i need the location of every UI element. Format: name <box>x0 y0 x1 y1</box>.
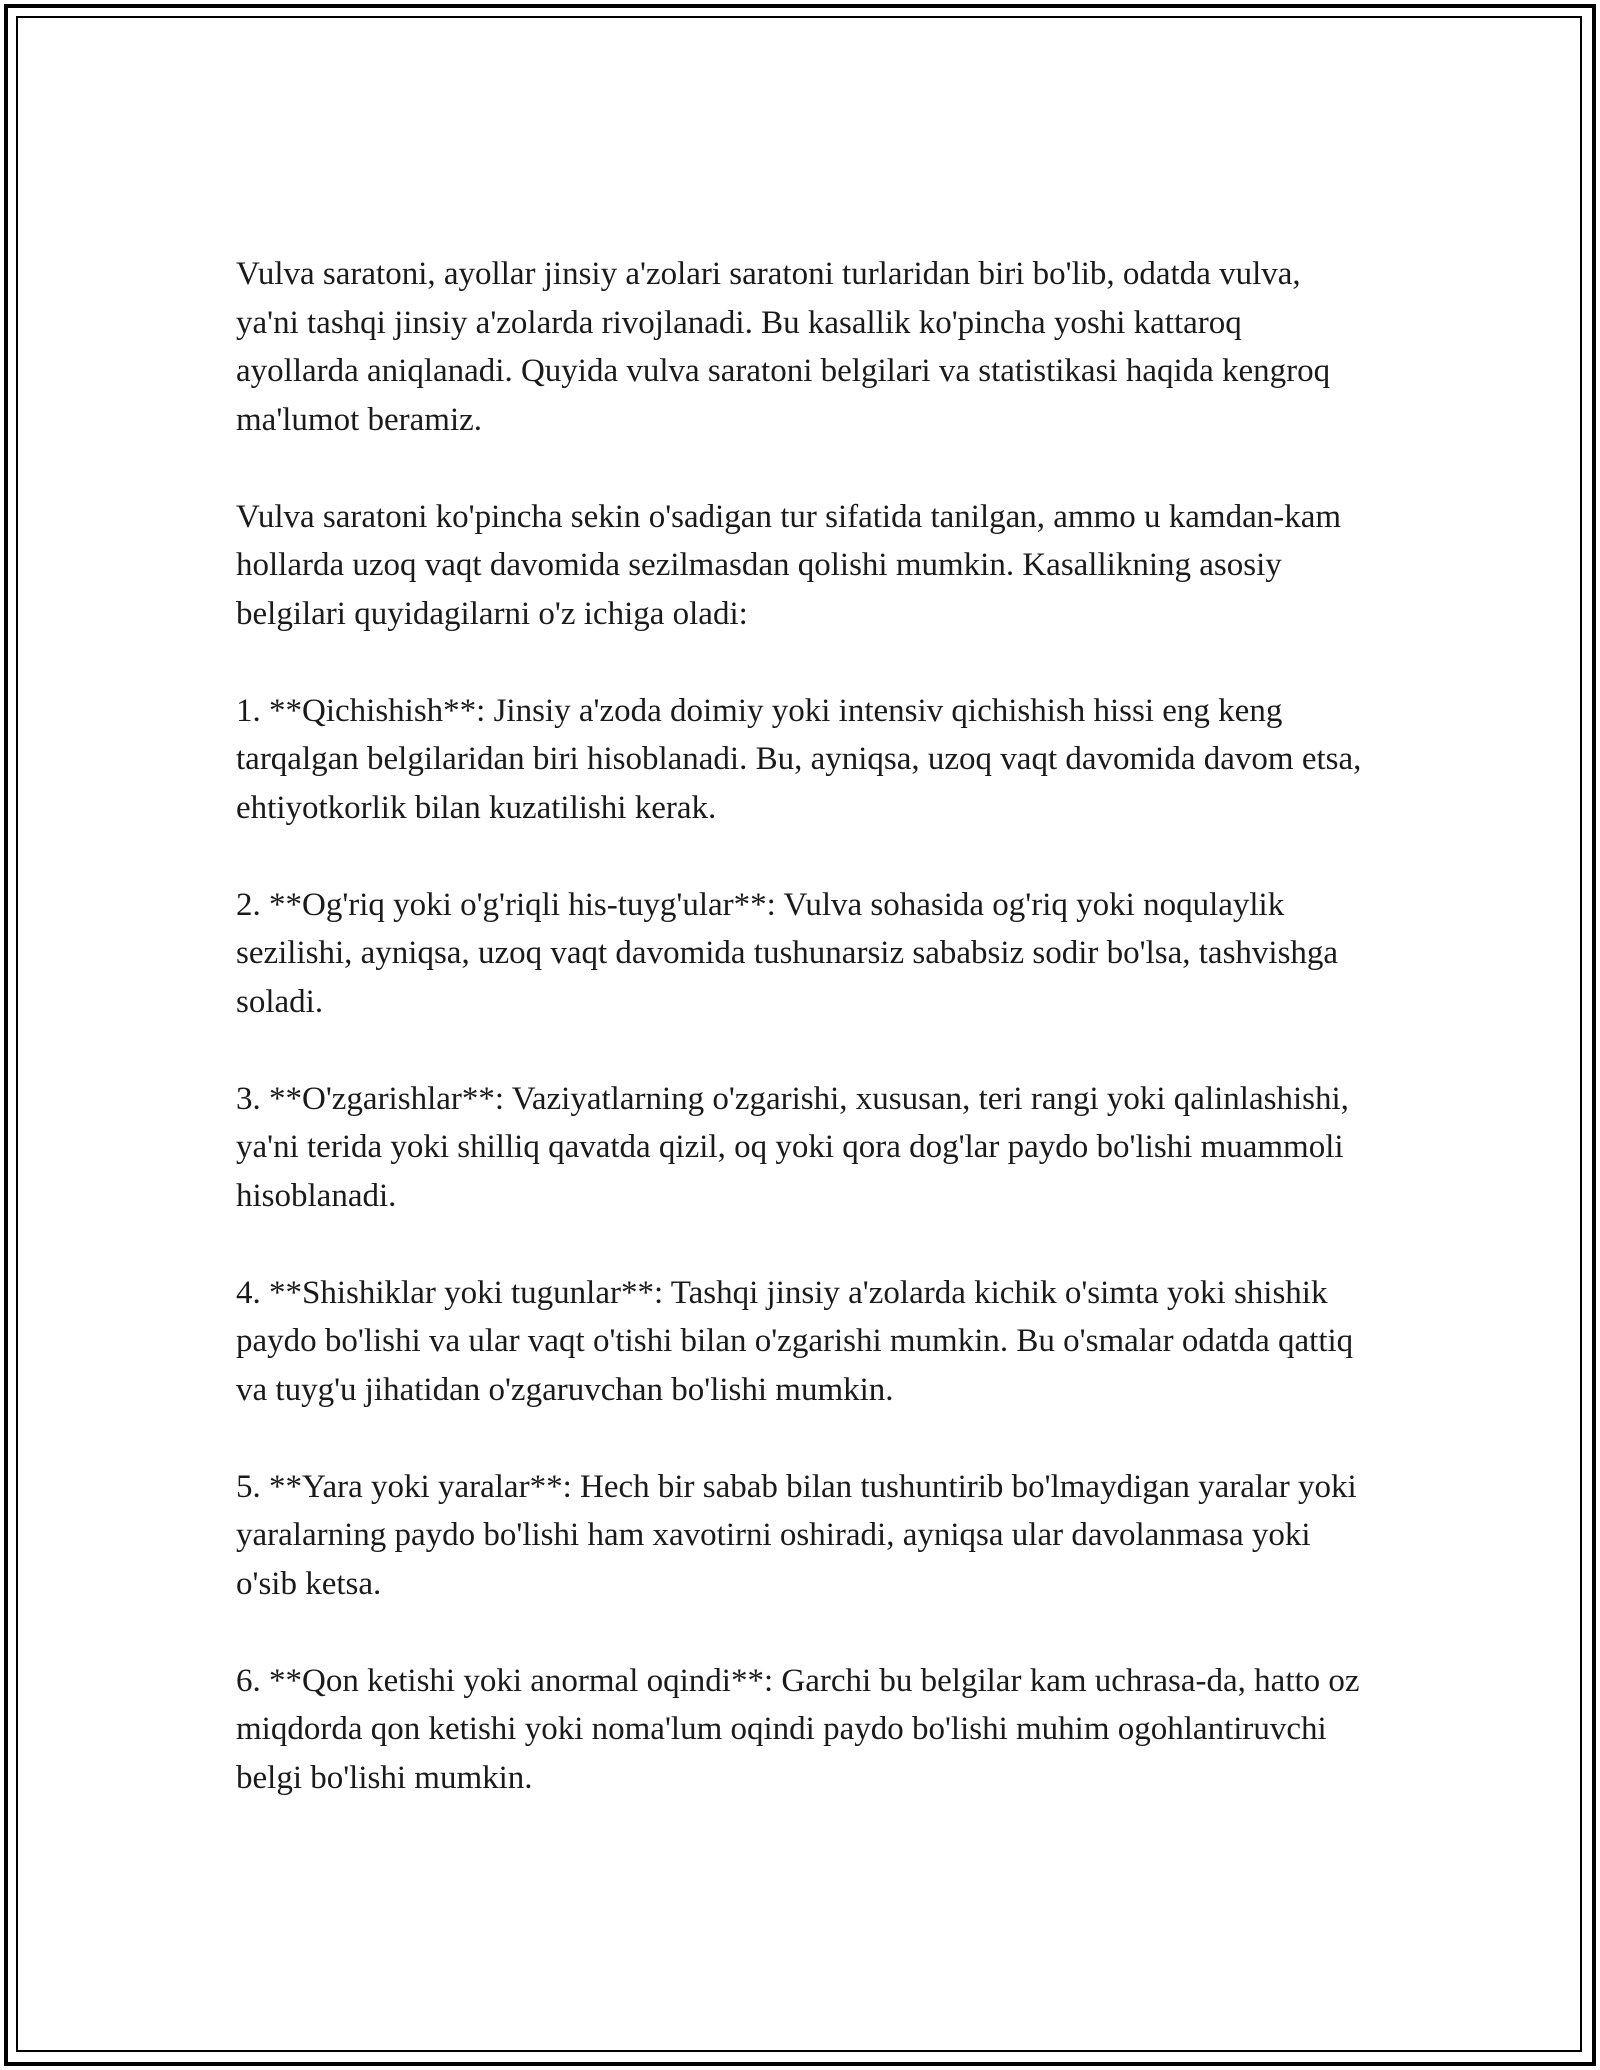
paragraph-symptoms-intro: Vulva saratoni ko'pincha sekin o'sadigan tur sifatida tanilgan, ammo u kamdan-kam hollarda uzoq vaqt davomida sezilmasdan qolishi mumkin. Kasallikning asosiy belgilari quyidagilarni o'z ichiga oladi: <box>236 498 1342 632</box>
document-body <box>236 250 1366 1851</box>
list-item-lumps: 4. **Shishiklar yoki tugunlar**: Tashqi jinsiy a'zolarda kichik o'simta yoki shishik paydo bo'lishi va ular vaqt o'tishi bilan o'zgarishi mumkin. Bu o'smalar odatda qattiq va tuyg'u jihatidan o'zgaruvchan bo'lishi mumkin. <box>236 1274 1354 1408</box>
paragraph-intro: Vulva saratoni, ayollar jinsiy a'zolari saratoni turlaridan biri bo'lib, odatda vulva, ya'ni tashqi jinsiy a'zolarda rivojlanadi. Bu kasallik ko'pincha yoshi kattaroq ayollarda aniqlanadi. Quyida vulva saratoni belgilari va statistikasi haqida kengroq ma'lumot beramiz. <box>236 256 1331 438</box>
list-item-sores: 5. **Yara yoki yaralar**: Hech bir sabab bilan tushuntirib bo'lmaydigan yaralar yoki yaralarning paydo bo'lishi ham xavotirni oshiradi, ayniqsa ular davolanmasa yoki o'sib ketsa. <box>236 1468 1357 1602</box>
list-item-pain: 2. **Og'riq yoki o'g'riqli his-tuyg'ular**: Vulva sohasida og'riq yoki noqulaylik sezilishi, ayniqsa, uzoq vaqt davomida tushunarsiz sababsiz sodir bo'lsa, tashvishga soladi. <box>236 886 1339 1020</box>
list-item-bleeding: 6. **Qon ketishi yoki anormal oqindi**: Garchi bu belgilar kam uchrasa-da, hatto oz miqdorda qon ketishi yoki noma'lum oqindi paydo bo'lishi muhim ogohlantiruvchi belgi bo'lishi mumkin. <box>236 1662 1360 1796</box>
list-item-changes: 3. **O'zgarishlar**: Vaziyatlarning o'zgarishi, xususan, teri rangi yoki qalinlashishi, ya'ni terida yoki shilliq qavatda qizil, oq yoki qora dog'lar paydo bo'lishi muammoli hisoblanadi. <box>236 1080 1349 1214</box>
list-item-itching: 1. **Qichishish**: Jinsiy a'zoda doimiy yoki intensiv qichishish hissi eng keng tarqalgan belgilaridan biri hisoblanadi. Bu, ayniqsa, uzoq vaqt davomida davom etsa, ehtiyotkorlik bilan kuzatilishi kerak. <box>236 692 1362 826</box>
